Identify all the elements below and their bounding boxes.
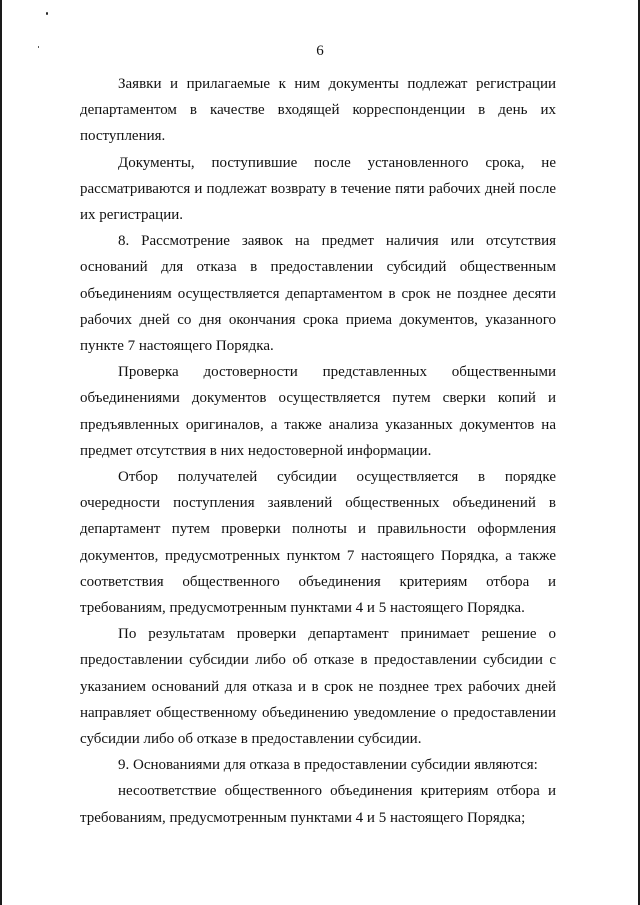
scan-edge-left xyxy=(0,0,2,905)
paragraph-registration: Заявки и прилагаемые к ним документы подлежат регистрации департаментом в качестве входящей корреспонденции в день их поступления. xyxy=(80,76,556,145)
page-number: 6 xyxy=(316,43,324,59)
paragraph-nonconformity: несоответствие общественного объединения критериям отбора и требованиям, предусмотренным пунктами 4 и 5 настоящего Порядка; xyxy=(80,783,556,826)
paragraph-selection: Отбор получателей субсидии осуществляется в порядке очередности поступления заявлений общественных объединений в департамент путем проверки полноты и правильности оформления документов, предусмотренных пунктом 7 настоящего Порядка, а также соответствия общественного объединения критериям отбора и требованиям, предусмотренным пунктами 4 и 5 настоящего Порядка. xyxy=(80,469,556,617)
paragraph-verification: Проверка достоверности представленных общественными объединениями документов осуществляется путем сверки копий и предъявленных оригиналов, а также анализа указанных документов на предмет отсутствия в них недостоверной информации. xyxy=(80,364,556,459)
paragraph-clause-8: 8. Рассмотрение заявок на предмет наличия или отсутствия оснований для отказа в предоставлении субсидий общественным объединениям осуществляется департаментом в срок не позднее десяти рабочих дней со дня окончания срока приема документов, указанного пункте 7 настоящего Порядка. xyxy=(80,233,556,355)
document-body xyxy=(80,71,556,831)
paragraph-late-documents: Документы, поступившие после установленного срока, не рассматриваются и подлежат возврату в течение пяти рабочих дней после их регистрации. xyxy=(80,154,556,224)
paragraph-decision: По результатам проверки департамент принимает решение о предоставлении субсидии либо об отказе в предоставлении субсидии с указанием оснований для отказа и в срок не позднее трех рабочих дней направляет общественному объединению уведомление о предоставлении субсидии либо об отказе в предоставлении субсидии. xyxy=(80,626,556,748)
paragraph-clause-9: 9. Основаниями для отказа в предоставлении субсидии являются: xyxy=(118,757,538,774)
scan-speck xyxy=(46,12,48,15)
